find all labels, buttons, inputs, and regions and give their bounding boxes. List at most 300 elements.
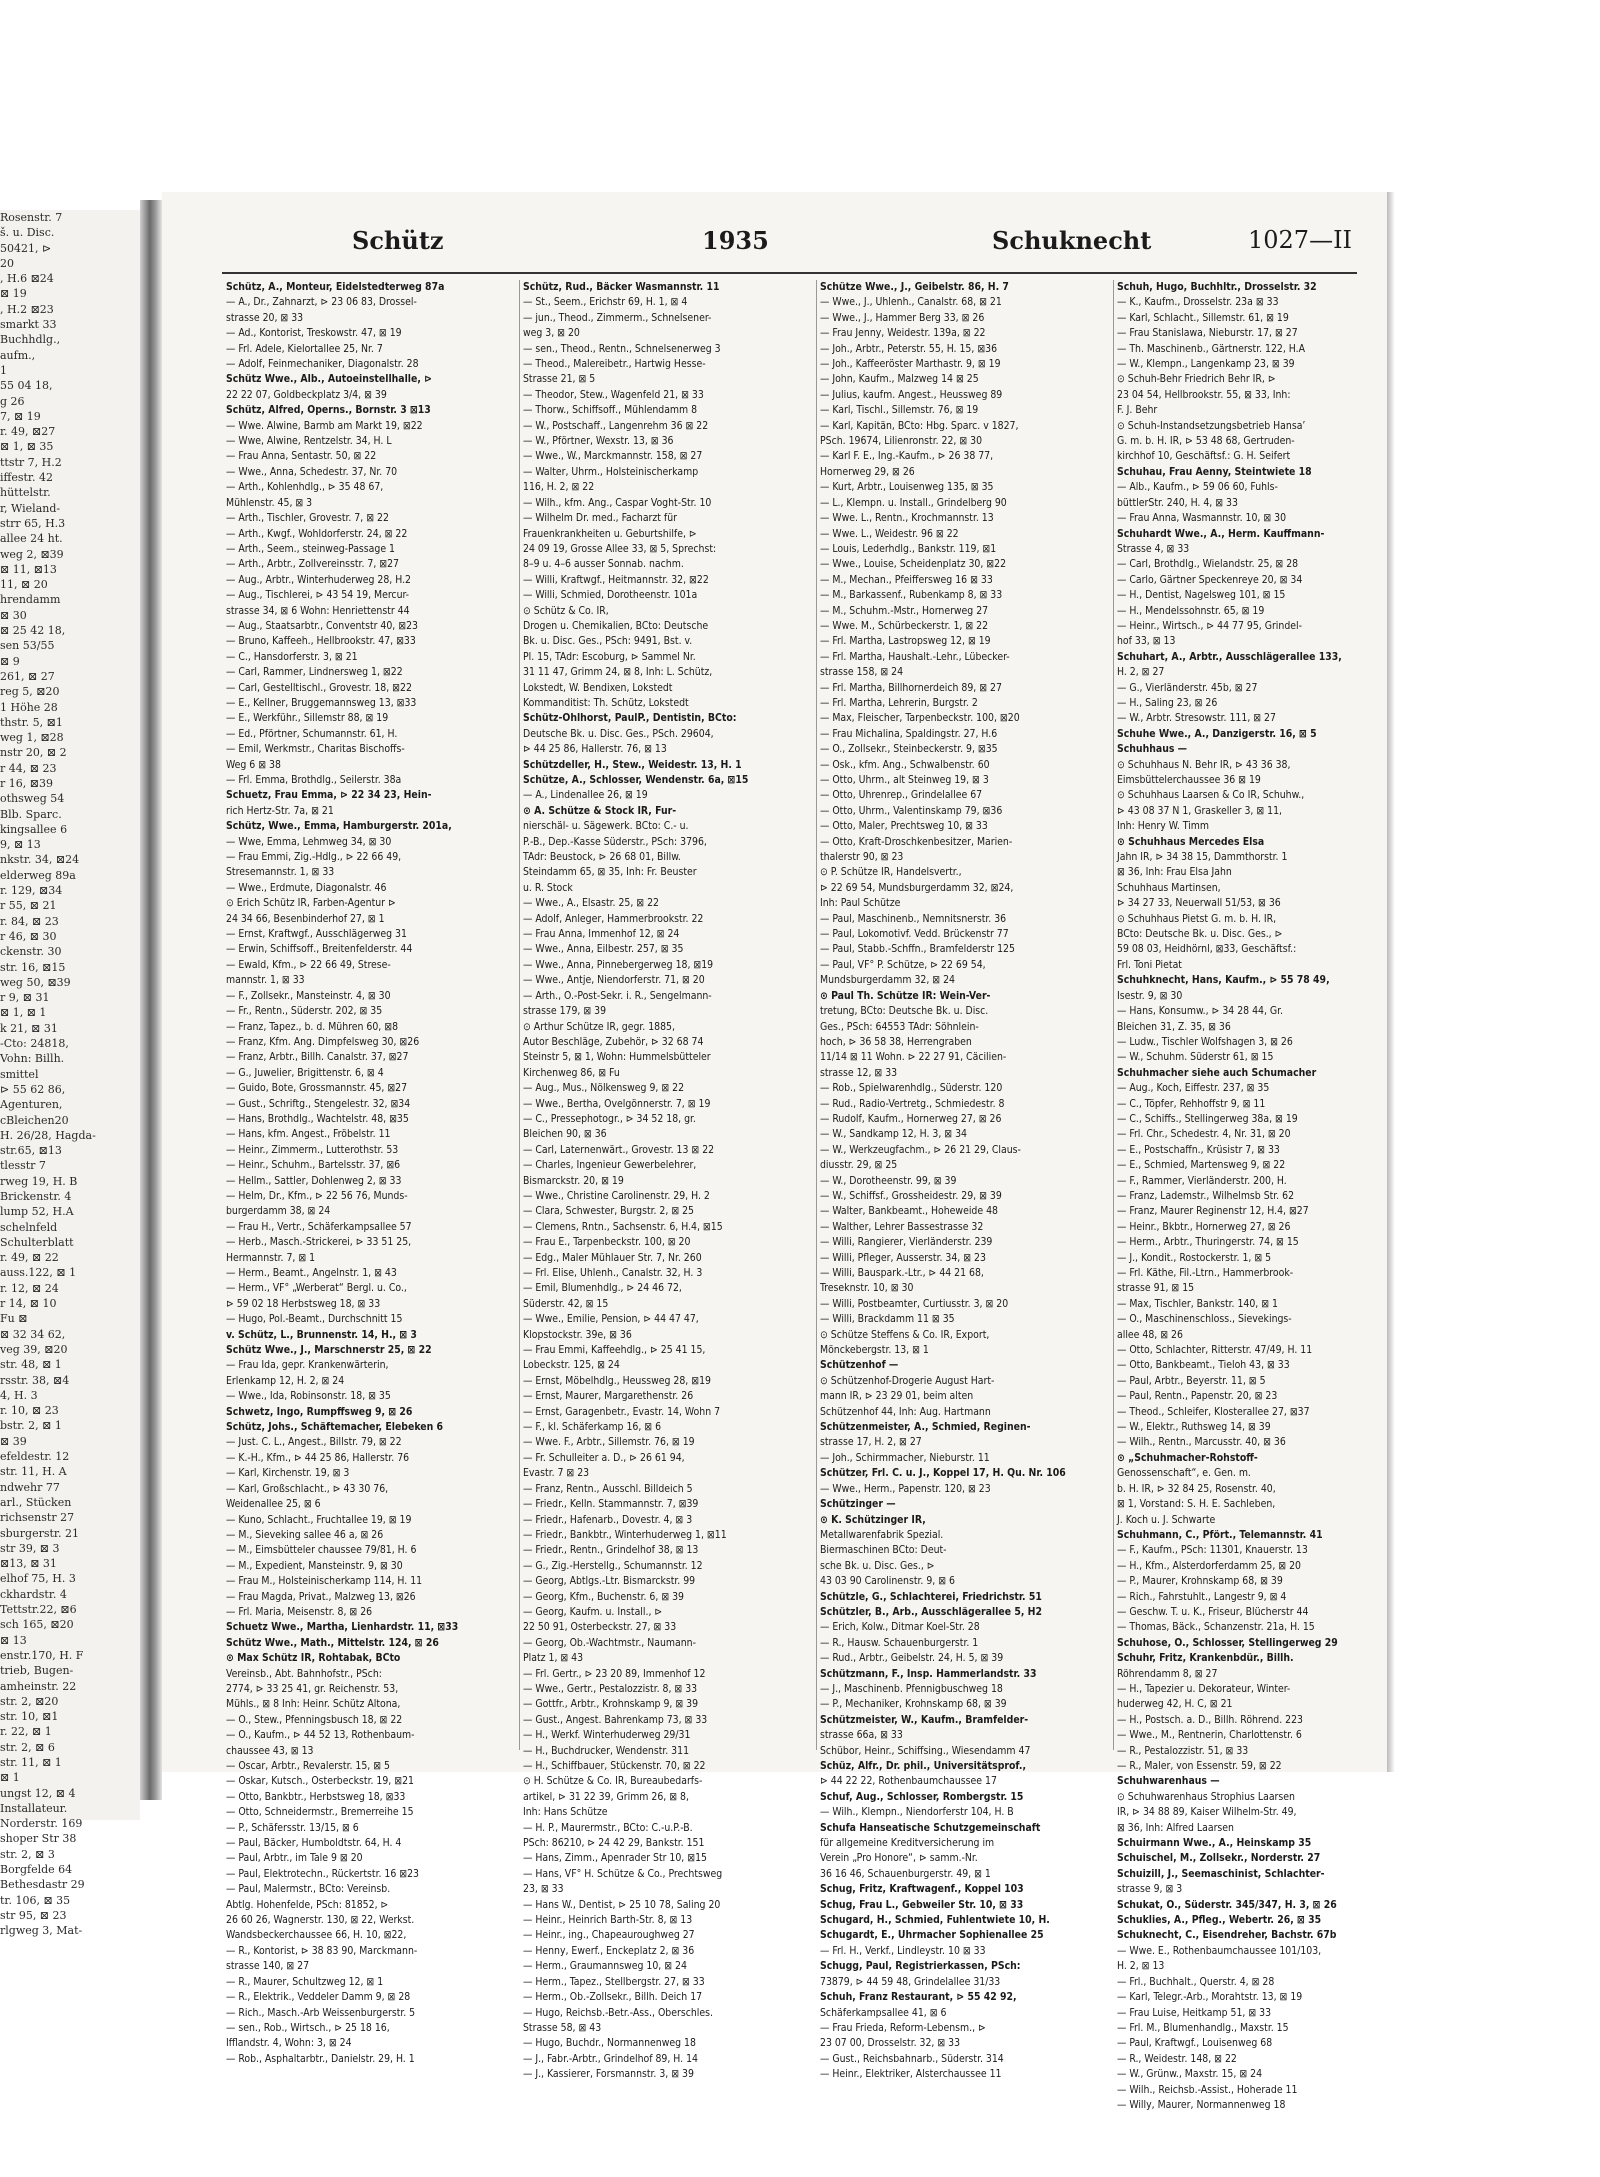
directory-entry-line: — H., Dentist, Nagelsweg 101, ⊠ 15 [1117,589,1286,602]
facing-page-line: Norderstr. 169 [0,1817,83,1831]
directory-entry-line: — Frau E., Tarpenbeckstr. 100, ⊠ 20 [523,1236,691,1249]
directory-entry-line: — Alb., Kaufm., ⊳ 59 06 60, Fuhls- [1117,481,1278,494]
directory-entry-line: — Willi, Kraftwgf., Heitmannstr. 32, ⊠22 [523,573,709,586]
directory-entry-line: Hornerweg 29, ⊠ 26 [820,465,915,478]
directory-entry-line: — K., Kaufm., Drosselstr. 23a ⊠ 33 [1117,296,1279,309]
facing-page-line: r 14, ⊠ 10 [0,1297,57,1311]
directory-entry-line: — Willi, Rangierer, Vierländerstr. 239 [820,1236,993,1249]
facing-page-line: ⊠ 25 42 18, [0,624,66,638]
directory-entry-line: G. m. b. H. IR, ⊳ 53 48 68, Gertruden- [1117,435,1295,448]
directory-entry-line: — Rich., Fahrstuhlt., Langestr 9, ⊠ 4 [1117,1590,1287,1603]
column-divider [519,280,520,1750]
directory-entry-line: Lobeckstr. 125, ⊠ 24 [523,1359,620,1372]
directory-entry-line: — W., Klempn., Langenkamp 23, ⊠ 39 [1117,358,1295,371]
facing-page-line: hrendamm [0,593,61,607]
directory-entry-line: — Heinr., ing., Chapeauroughweg 27 [523,1929,695,1942]
directory-entry-line: 22 22 07, Goldbeckplatz 3/4, ⊠ 39 [226,388,387,401]
column-1 [226,280,518,2065]
directory-entry-line: ⊳ 34 27 33, Neuerwall 51/53, ⊠ 36 [1117,897,1281,910]
directory-entry-line: TAdr: Beustock, ⊳ 26 68 01, Billw. [523,851,681,864]
facing-page-line: sch 165, ⊠20 [0,1618,74,1632]
directory-entry-line: — Wilh., Klempn., Niendorferstr 104, H. B [820,1806,1014,1819]
facing-page-line: Bethesdastr 29 [0,1878,85,1892]
directory-entry-line: Schuhwarenhaus — [1117,1775,1220,1788]
directory-entry-line: Schütz Wwe., Alb., Autoeinstellhalle, ⊳ [226,373,432,386]
directory-entry-line: Schuhardt Wwe., A., Herm. Kauffmann- [1117,527,1325,540]
facing-page-line: ckenstr. 30 [0,945,62,959]
directory-entry-line: H. 2, ⊠ 27 [1117,666,1165,679]
directory-entry-line: ⊳ 59 02 18 Herbstsweg 18, ⊠ 33 [226,1297,381,1310]
directory-entry-line: — Ernst, Kraftwgf., Ausschlägerweg 31 [226,928,407,941]
directory-entry-line: Schuknecht, C., Eisendreher, Bachstr. 67b [1117,1929,1337,1942]
directory-entry-line: Schuirmann Wwe., A., Heinskamp 35 [1117,1837,1312,1850]
directory-entry-line: — Otto, Uhrm., Valentinskamp 79, ⊠36 [820,804,1003,817]
directory-entry-line: — Gust., Reichsbahnarb., Süderstr. 314 [820,2052,1004,2065]
directory-entry-line: — F., Rammer, Vierländerstr. 200, H. [1117,1174,1287,1187]
directory-entry-line: — Frl. Martha, Lehrerin, Burgstr. 2 [820,696,978,709]
directory-entry-line: — Frau Luise, Heitkamp 51, ⊠ 33 [1117,2006,1272,2019]
directory-entry-line: — Joh., Kaffeeröster Marthastr. 9, ⊠ 19 [820,358,1001,371]
directory-entry-line: — Frau Frieda, Reform-Lebensm., ⊳ [820,2021,986,2034]
directory-entry-line: — Gottfr., Arbtr., Krohnskamp 9, ⊠ 39 [523,1698,699,1711]
directory-entry-line: — Heinr., Wirtsch., ⊳ 44 77 95, Grindel- [1117,619,1302,632]
directory-entry-line: Erlenkamp 12, H. 2, ⊠ 24 [226,1374,345,1387]
facing-page-line: 9, ⊠ 13 [0,838,41,852]
directory-entry-line: — M., Barkassenf., Rubenkamp 8, ⊠ 33 [820,589,1003,602]
directory-entry-line: strasse 12, ⊠ 33 [820,1066,898,1079]
directory-entry-line: ⊙ A. Schütze & Stock IR, Fur- [523,804,677,817]
directory-entry-line: — E., Kellner, Bruggemannsweg 13, ⊠33 [226,696,417,709]
directory-entry-line: — L., Klempn. u. Install., Grindelberg 90 [820,496,1007,509]
facing-page-line: tr. 106, ⊠ 35 [0,1893,71,1907]
facing-page-line: efeldestr. 12 [0,1450,70,1464]
facing-page-line: H. 26/28, Hagda- [0,1128,96,1142]
directory-entry-line: — Gust., Angest. Bahrenkamp 73, ⊠ 33 [523,1713,708,1726]
directory-entry-line: — Willi, Pfleger, Ausserstr. 34, ⊠ 23 [820,1251,986,1264]
facing-page-line: ⊠ 39 [0,1434,27,1448]
directory-entry-line: Eimsbüttelerchaussee 36 ⊠ 19 [1117,774,1261,786]
facing-page-line: strr 65, H.3 [0,516,66,530]
directory-entry-line: Mühls., ⊠ 8 Inh: Heinr. Schütz Altona, [226,1698,401,1711]
directory-entry-line: — Frl. Emma, Brothdlg., Seilerstr. 38a [226,774,402,786]
directory-entry-line: Verein „Pro Honore“, ⊳ samm.-Nr. [820,1852,978,1865]
directory-entry-line: Schütze, A., Schlosser, Wendenstr. 6a, ⊠15 [523,774,749,786]
directory-entry-line: — Hans, kfm. Angest., Fröbelstr. 11 [226,1128,391,1141]
directory-entry-line: strasse 140, ⊠ 27 [226,1960,310,1973]
directory-entry-line: Schuf, Aug., Schlosser, Rombergstr. 15 [820,1790,1024,1803]
directory-entry-line: — Heinr., Zimmerm., Lutterothstr. 53 [226,1143,399,1156]
directory-entry-line: — R., Maler, von Essenstr. 59, ⊠ 22 [1117,1760,1282,1772]
directory-entry-line: — C., Töpfer, Rehhoffstr 9, ⊠ 11 [1117,1097,1266,1110]
directory-entry-line: — Rob., Asphaltarbtr., Danielstr. 29, H. 1 [226,2052,415,2065]
directory-entry-line: — W., Elektr., Ruthsweg 14, ⊠ 39 [1117,1421,1271,1434]
directory-entry-line: — F., kl. Schäferkamp 16, ⊠ 6 [523,1421,662,1434]
directory-entry-line: Bk. u. Disc. Ges., PSch: 9491, Bst. v. [523,635,693,648]
directory-entry-line: 36 16 46, Schauenburgerstr. 49, ⊠ 1 [820,1867,991,1880]
directory-entry-line: — A., Lindenallee 26, ⊠ 19 [523,789,648,802]
directory-entry-line: — Karl, Kapitän, BCto: Hbg. Sparc. v 1827, [820,419,1019,432]
directory-entry-line: — Frau Ida, gepr. Krankenwärterin, [226,1359,389,1372]
facing-page-line: nstr 20, ⊠ 2 [0,746,67,760]
directory-entry-line: — P., Maurer, Krohnskamp 68, ⊠ 39 [1117,1575,1283,1588]
directory-entry-line: — P., Mechaniker, Krohnskamp 68, ⊠ 39 [820,1698,1007,1711]
directory-entry-line: huderweg 42, H. C, ⊠ 21 [1117,1698,1233,1711]
directory-entry-line: ⊠ 36, Inh: Frau Elsa Jahn [1117,866,1232,879]
directory-entry-line: Schuizill, J., Seemaschinist, Schlachter- [1117,1867,1325,1880]
directory-entry-line: Wandsbeckerchaussee 66, H. 10, ⊠22, [226,1929,407,1942]
directory-entry-line: — Arth., Kohlenhdlg., ⊳ 35 48 67, [226,481,384,494]
directory-entry-line: — O., Zollsekr., Steinbeckerstr. 9, ⊠35 [820,743,998,756]
directory-entry-line: — Wwe., Anna, Pinnebergerweg 18, ⊠19 [523,958,714,971]
directory-entry-line: Ges., PSch: 64553 TAdr: Söhnlein- [820,1020,979,1033]
directory-entry-line: Inh: Paul Schütze [820,897,901,910]
facing-page-line: str 95, ⊠ 23 [0,1908,67,1922]
facing-page-line: ⊠13, ⊠ 31 [0,1557,57,1571]
directory-entry-line: — Wwe., Anna, Eilbestr. 257, ⊠ 35 [523,943,684,956]
facing-page-line: ⊠ 1, ⊠ 1 [0,1006,47,1020]
facing-page-line: str. 2, ⊠ 6 [0,1740,55,1754]
directory-entry-line: — Hugo, Buchdr., Normannenweg 18 [523,2037,696,2050]
directory-entry-line: — Franz, Maurer Reginenstr 12, H.4, ⊠27 [1117,1205,1309,1218]
directory-entry-line: ⊙ K. Schützinger IR, [820,1513,926,1526]
directory-entry-line: Platz 1, ⊠ 43 [523,1652,584,1665]
directory-entry-line: — Karl, Telegr.-Arb., Morahtstr. 13, ⊠ 19 [1117,1991,1303,2004]
directory-entry-line: — Georg, Kfm., Buchenstr. 6, ⊠ 39 [523,1590,685,1603]
directory-entry-line: — Ewald, Kfm., ⊳ 22 66 49, Strese- [226,958,391,971]
directory-entry-line: — Friedr., Rentn., Grindelhof 38, ⊠ 13 [523,1544,699,1557]
facing-page-line: str. 2, ⊠20 [0,1694,59,1708]
directory-entry-line: — Louis, Lederhdlg., Bankstr. 119, ⊠1 [820,542,997,555]
facing-page-line: r. 49, ⊠27 [0,425,56,439]
directory-entry-line: ⊳ 44 25 86, Hallerstr. 76, ⊠ 13 [523,743,667,756]
directory-entry-line: Schützmann, F., Insp. Hammerlandstr. 33 [820,1667,1037,1680]
directory-entry-line: 26 60 26, Wagnerstr. 130, ⊠ 22, Werkst. [226,1914,415,1927]
directory-entry-line: — Ed., Pförtner, Schumannstr. 61, H. [226,727,398,740]
directory-entry-line: — Wwe., Christine Carolinenstr. 29, H. 2 [523,1189,710,1202]
directory-entry-line: — Edg., Maler Mühlauer Str. 7, Nr. 260 [523,1251,702,1264]
directory-entry-line: Schütz, Wwe., Emma, Hamburgerstr. 201a, [226,820,452,833]
directory-entry-line: — Frl. Käthe, Fil.-Ltrn., Hammerbrook- [1117,1267,1294,1279]
directory-entry-line: Schuhau, Frau Aenny, Steintwiete 18 [1117,465,1312,478]
directory-entry-line: F. J. Behr [1117,404,1158,417]
directory-entry-line: — P., Schäfersstr. 13/15, ⊠ 6 [226,1821,359,1834]
facing-page-line: veg 39, ⊠20 [0,1342,68,1356]
facing-page-line: r 16, ⊠39 [0,776,53,790]
directory-entry-line: — Paul, Rentn., Papenstr. 20, ⊠ 23 [1117,1390,1278,1403]
directory-entry-line: — Frl. M., Blumenhandlg., Maxstr. 15 [1117,2021,1289,2034]
directory-entry-line: — R., Hausw. Schauenburgerstr. 1 [820,1636,979,1649]
directory-entry-line: — M., Sieveking sallee 46 a, ⊠ 26 [226,1528,384,1541]
directory-entry-line: — Hans W., Dentist, ⊳ 25 10 78, Saling 20 [523,1898,721,1911]
directory-entry-line: — W., Arbtr. Stresowstr. 111, ⊠ 27 [1117,712,1276,725]
page-header [162,226,1387,266]
directory-entry-line: — Wwe., W., Marckmannstr. 158, ⊠ 27 [523,450,703,463]
directory-entry-line: — Wwe, Emma, Lehmweg 34, ⊠ 30 [226,835,392,848]
directory-entry-line: Schütz, Johs., Schäftemacher, Elebeken 6 [226,1421,444,1434]
directory-entry-line: Schütz Wwe., Math., Mittelstr. 124, ⊠ 26 [226,1636,439,1649]
facing-page-line: r 46, ⊠ 30 [0,929,57,943]
directory-entry-line: Bleichen 90, ⊠ 36 [523,1128,607,1141]
directory-entry-line: Schuklies, A., Pfleg., Webertr. 26, ⊠ 35 [1117,1914,1322,1927]
directory-entry-line: — Joh., Arbtr., Peterstr. 55, H. 15, ⊠36 [820,342,998,355]
directory-entry-line: — Wwe., Anna, Schedestr. 37, Nr. 70 [226,465,398,478]
directory-entry-line: — Rob., Spielwarenhdlg., Süderstr. 120 [820,1082,1003,1095]
directory-entry-line: Weidenallee 25, ⊠ 6 [226,1498,321,1511]
facing-page-line: str. 11, H. A [0,1465,67,1479]
directory-entry-line: — Willi, Bauspark.-Ltr., ⊳ 44 21 68, [820,1267,984,1279]
directory-entry-line: — Wwe., Gertr., Pestalozzistr. 8, ⊠ 33 [523,1682,698,1695]
directory-entry-line: — Ludw., Tischler Wolfshagen 3, ⊠ 26 [1117,1035,1293,1048]
facing-page-line: hüttelstr. [0,486,51,500]
directory-entry-line: Schugardt, E., Uhrmacher Sophienallee 25 [820,1929,1044,1942]
directory-entry-line: — Frau Anna, Immenhof 12, ⊠ 24 [523,928,680,941]
directory-entry-line: — Carl, Brothdlg., Wielandstr. 25, ⊠ 28 [1117,558,1299,571]
directory-entry-line: Strasse 21, ⊠ 5 [523,373,596,386]
directory-entry-line: Schuetz, Frau Emma, ⊳ 22 34 23, Hein- [226,789,432,802]
directory-entry-line: — Frau Anna, Sentastr. 50, ⊠ 22 [226,450,377,463]
facing-page-left-edge [0,210,140,1938]
directory-entry-line: — Walter, Uhrm., Holsteinischerkamp [523,465,699,478]
directory-entry-line: — E., Werkführ., Sillemstr 88, ⊠ 19 [226,712,389,725]
directory-entry-line: ⊳ 44 22 22, Rothenbaumchaussee 17 [820,1775,997,1788]
directory-entry-line: — Thomas, Bäck., Schanzenstr. 21a, H. 15 [1117,1621,1315,1634]
facing-page-line: ⊠ 1 [0,1771,20,1785]
facing-page-line: str. 16, ⊠15 [0,960,66,974]
directory-entry-line: sche Bk. u. Disc. Ges., ⊳ [820,1559,935,1572]
directory-entry-line: büttlerStr. 240, H. 4, ⊠ 33 [1117,496,1238,509]
directory-entry-line: — Paul, Lokomotivf. Vedd. Brückenstr 77 [820,928,1009,941]
directory-entry-line: 73879, ⊳ 44 59 48, Grindelallee 31/33 [820,1975,1001,1988]
directory-entry-line: strasse 91, ⊠ 15 [1117,1282,1195,1295]
directory-entry-line: — Hellm., Sattler, Dohlenweg 2, ⊠ 33 [226,1174,402,1187]
directory-entry-line: — Walter, Bankbeamt., Hoheweide 48 [820,1205,998,1218]
directory-entry-line: — Frl. Chr., Schedestr. 4, Nr. 31, ⊠ 20 [1117,1128,1291,1141]
directory-entry-line: 8–9 u. 4–6 ausser Sonnab. nachm. [523,558,684,571]
directory-entry-line: — Frau M., Holsteinischerkamp 114, H. 11 [226,1575,423,1588]
directory-entry-line: ⊙ P. Schütze IR, Handelsvertr., [820,866,962,879]
facing-page-line: r. 129, ⊠34 [0,884,63,898]
facing-page-line: aufm., [0,348,36,362]
facing-page-line: Fu ⊠ [0,1312,28,1326]
directory-entry-line: Genossenschaft“, e. Gen. m. [1117,1467,1251,1480]
directory-entry-line: Lokstedt, W. Bendixen, Lokstedt [523,681,673,694]
directory-entry-line: — Wwe., Emilie, Pension, ⊳ 44 47 47, [523,1313,699,1326]
directory-entry-line: ⊙ Paul Th. Schütze IR: Wein-Ver- [820,989,991,1002]
directory-entry-line: 23 07 00, Drosselstr. 32, ⊠ 33 [820,2037,961,2050]
directory-entry-line: — Arth., O.-Post-Sekr. i. R., Sengelmann- [523,989,712,1002]
directory-entry-line: thalerstr 90, ⊠ 23 [820,851,904,864]
directory-entry-line: — Frl. Elise, Uhlenh., Canalstr. 32, H. 3 [523,1267,703,1279]
directory-entry-line: — Willi, Schmied, Dorotheenstr. 101a [523,589,698,602]
directory-entry-line: — Ernst, Möbelhdlg., Heussweg 28, ⊠19 [523,1374,711,1387]
directory-entry-line: — R., Pestalozzistr. 51, ⊠ 33 [1117,1744,1249,1757]
directory-entry-line: — Otto, Maler, Prechtsweg 10, ⊠ 33 [820,820,988,833]
directory-entry-line: — Julius, kaufm. Angest., Heussweg 89 [820,388,1003,401]
directory-entry-line: Schuhmacher siehe auch Schumacher [1117,1066,1317,1079]
book-spine [140,200,162,1800]
directory-entry-line: 43 03 90 Carolinenstr. 9, ⊠ 6 [820,1575,955,1588]
directory-entry-line: Kirchenweg 86, ⊠ Fu [523,1066,620,1079]
directory-entry-line: Drogen u. Chemikalien, BCto: Deutsche [523,619,709,632]
facing-page-line: schelnfeld [0,1220,58,1234]
directory-entry-line: — Frau Emmi, Kaffeehdlg., ⊳ 25 41 15, [523,1344,706,1357]
directory-entry-line: — Wwe. F., Arbtr., Sillemstr. 76, ⊠ 19 [523,1436,695,1449]
directory-entry-line: Schuhose, O., Schlosser, Stellingerweg 29 [1117,1636,1338,1649]
directory-entry-line: Evastr. 7 ⊠ 23 [523,1467,590,1480]
facing-page-line: sen 53/55 [0,639,55,653]
facing-page-line: lump 52, H.A [0,1205,74,1219]
directory-entry-line: Schützenmeister, A., Schmied, Reginen- [820,1421,1031,1434]
directory-entry-line: — Paul, Elektrotechn., Rückertstr. 16 ⊠23 [226,1867,419,1880]
facing-page-line: r. 22, ⊠ 1 [0,1725,52,1739]
facing-page-line: r. 49, ⊠ 22 [0,1251,59,1265]
directory-entry-line: — H., Saling 23, ⊠ 26 [1117,696,1218,709]
directory-entry-line: ⊳ 22 69 54, Mundsburgerdamm 32, ⊠24, [820,881,1014,894]
directory-entry-line: Schuhart, A., Arbtr., Ausschlägerallee 133, [1117,650,1342,663]
directory-entry-line: strasse 17, H. 2, ⊠ 27 [820,1436,922,1449]
directory-entry-line: — Frau Jenny, Weidestr. 139a, ⊠ 22 [820,327,986,340]
directory-entry-line: mann IR, ⊳ 23 29 01, beim alten [820,1390,974,1403]
directory-entry-line: — Carl, Laternenwärt., Grovestr. 13 ⊠ 22 [523,1143,715,1156]
facing-page-line: ttstr 7, H.2 [0,455,62,469]
facing-page-line: r 9, ⊠ 31 [0,991,50,1005]
facing-page-line: 20 [0,256,14,270]
directory-entry-line: Schütz Wwe., J., Marschnerstr 25, ⊠ 22 [226,1344,432,1357]
directory-entry-line: — Frl. Adele, Kielortallee 25, Nr. 7 [226,342,383,355]
directory-entry-line: — Arth., Kwgf., Wohldorferstr. 24, ⊠ 22 [226,527,408,540]
directory-entry-line: — Frl. H., Verkf., Lindleystr. 10 ⊠ 33 [820,1944,986,1957]
page-edge-shadow [1387,192,1395,1772]
directory-entry-line: — R., Elektrik., Veddeler Damm 9, ⊠ 28 [226,1991,411,2004]
facing-page-line: 1 [0,363,7,377]
column-3 [820,280,1112,2081]
directory-entry-line: — Frl. Martha, Lastropsweg 12, ⊠ 19 [820,635,991,648]
directory-entry-line: — Otto, Schneidermstr., Bremerreihe 15 [226,1806,414,1819]
facing-page-line: shoper Str 38 [0,1832,77,1846]
directory-entry-line: Frl. Toni Pietat [1117,958,1182,971]
directory-entry-line: — F., Kaufm., PSch: 11301, Knauerstr. 13 [1117,1544,1308,1557]
directory-entry-line: Kommanditist: Th. Schütz, Lokstedt [523,696,689,709]
directory-entry-line: 23, ⊠ 33 [523,1883,564,1896]
facing-page-line: Schulterblatt [0,1235,74,1249]
directory-entry-line: Biermaschinen BCto: Deut- [820,1544,947,1557]
directory-entry-line: Schwetz, Ingo, Rumpffsweg 9, ⊠ 26 [226,1405,413,1418]
facing-page-line: r 44, ⊠ 23 [0,761,57,775]
facing-page-line: r. 84, ⊠ 23 [0,914,59,928]
facing-page-line: enstr.170, H. F [0,1648,84,1662]
directory-entry-line: — Max, Tischler, Bankstr. 140, ⊠ 1 [1117,1297,1278,1310]
directory-entry-line: — Friedr., Bankbtr., Winterhuderweg 1, ⊠11 [523,1528,727,1541]
facing-page-line: trieb, Bugen- [0,1664,74,1678]
directory-entry-line: — Karl, Schlacht., Sillemstr. 61, ⊠ 19 [1117,311,1289,324]
column-2 [523,280,815,2081]
directory-entry-line: Abtlg. Hohenfelde, PSch: 81852, ⊳ [226,1898,389,1911]
facing-page-line: r 55, ⊠ 21 [0,899,57,913]
facing-page-line: auss.122, ⊠ 1 [0,1266,77,1280]
directory-entry-line: — Kuno, Schlacht., Fruchtallee 19, ⊠ 19 [226,1513,412,1526]
directory-entry-line: hoch, ⊳ 36 58 38, Herrengraben [820,1035,972,1048]
directory-entry-line: Schützdeller, H., Stew., Weidestr. 13, H. 1 [523,758,742,771]
directory-entry-line: Schugard, H., Schmied, Fuhlentwiete 10, H. [820,1914,1050,1927]
directory-entry-line: — Geschw. T. u. K., Friseur, Blücherstr 44 [1117,1605,1309,1618]
facing-page-line: iffestr. 42 [0,471,53,485]
directory-entry-line: 2774, ⊳ 33 25 41, gr. Reichenstr. 53, [226,1682,399,1695]
directory-entry-line: — Herm., VF° „Werberat“ Bergl. u. Co., [226,1282,407,1295]
directory-entry-line: burgerdamm 38, ⊠ 24 [226,1205,331,1218]
directory-entry-line: 31 11 47, Grimm 24, ⊠ 8, Inh: L. Schütz, [523,666,713,679]
facing-page-line: r. 10, ⊠ 23 [0,1404,59,1418]
directory-entry-line: Jahn IR, ⊳ 34 38 15, Dammthorstr. 1 [1117,851,1288,864]
facing-page-line: smittel [0,1067,39,1081]
column-divider [816,280,817,1750]
directory-entry-line: — Otto, Bankbeamt., Tieloh 43, ⊠ 33 [1117,1359,1290,1372]
directory-entry-line: — Georg, Ob.-Wachtmstr., Naumann- [523,1636,696,1649]
directory-entry-line: — G., Juwelier, Brigittenstr. 6, ⊠ 4 [226,1066,384,1079]
directory-entry-line: — Rudolf, Kaufm., Hornerweg 27, ⊠ 26 [820,1112,1002,1125]
directory-entry-line: — R., Weidestr. 148, ⊠ 22 [1117,2052,1237,2065]
directory-entry-line: — H. P., Maurermstr., BCto: C.-u.P.-B. [523,1821,693,1834]
directory-entry-line: — Franz, Tapez., b. d. Mühren 60, ⊠8 [226,1020,399,1033]
directory-entry-line: Schützle, G., Schlachterei, Friedrichstr. 51 [820,1590,1042,1603]
directory-entry-line: — Wwe. E., Rothenbaumchaussee 101/103, [1117,1944,1322,1957]
directory-entry-line: ⊙ Arthur Schütze IR, gegr. 1885, [523,1020,675,1033]
facing-page-line: -Cto: 24818, [0,1037,69,1051]
directory-entry-line: Schützinger — [820,1498,896,1511]
facing-page-line: arl., Stücken [0,1495,72,1509]
directory-entry-line: — jun., Theod., Zimmerm., Schnelsener- [523,311,712,324]
facing-page-line: k 21, ⊠ 31 [0,1021,58,1035]
facing-page-line: amheinstr. 22 [0,1679,77,1693]
directory-entry-line: — Frau Magda, Privat., Malzweg 13, ⊠26 [226,1590,416,1603]
facing-page-line: Rosenstr. 7 [0,211,63,224]
directory-entry-line: Schuhhaus Martinsen, [1117,881,1221,894]
directory-entry-line: ⊙ Schuhhaus Mercedes Elsa [1117,835,1265,848]
facing-page-line: Brickenstr. 4 [0,1190,72,1203]
directory-entry-line: — H., Postsch. a. D., Billh. Röhrend. 223 [1117,1713,1303,1726]
directory-entry-line: Schützenhof 44, Inh: Aug. Hartmann [820,1405,991,1418]
directory-entry-line: Schübor, Heinr., Schiffsing., Wiesendamm 47 [820,1744,1031,1757]
directory-entry-line: IR, ⊳ 34 88 89, Kaiser Wilhelm-Str. 49, [1117,1806,1297,1819]
directory-entry-line: — H., Werkf. Winterhuderweg 29/31 [523,1729,691,1742]
directory-entry-line: Deutsche Bk. u. Disc. Ges., PSch. 29604, [523,727,714,740]
directory-entry-line: — M., Eimsbütteler chaussee 79/81, H. 6 [226,1544,417,1557]
directory-entry-line: 24 34 66, Besenbinderhof 27, ⊠ 1 [226,912,385,925]
directory-entry-line: Schugg, Paul, Registrierkassen, PSch: [820,1960,1021,1973]
facing-page-line: elderweg 89a [0,868,76,882]
directory-entry-line: chaussee 43, ⊠ 13 [226,1744,314,1757]
directory-entry-line: — W., Schiffsf., Grossheidestr. 29, ⊠ 39 [820,1189,1002,1202]
directory-entry-line: 116, H. 2, ⊠ 22 [523,481,595,494]
directory-entry-line: — Paul, Maschinenb., Nemnitsnerstr. 36 [820,912,1007,925]
directory-entry-line: ⊠ 1, Vorstand: S. H. E. Sachleben, [1117,1498,1276,1511]
directory-entry-line: ⊙ Schuhhaus Laarsen & Co IR, Schuhw., [1117,789,1305,802]
directory-page [162,192,1387,2111]
directory-entry-line: — Willi, Brackdamm 11 ⊠ 35 [820,1313,955,1326]
directory-entry-line: Schuhknecht, Hans, Kaufm., ⊳ 55 78 49, [1117,974,1330,987]
directory-entry-line: — Aug., Tischlerei, ⊳ 43 54 19, Mercur- [226,589,410,602]
facing-page-line: str. 11, ⊠ 1 [0,1755,62,1769]
facing-page-line: 50421, ⊳ [0,241,52,255]
directory-entry-line: — Bruno, Kaffeeh., Hellbrookstr. 47, ⊠33 [226,635,416,648]
directory-entry-line: — Wwe., A., Elsastr. 25, ⊠ 22 [523,897,659,910]
directory-entry-line: — Fr. Schulleiter a. D., ⊳ 26 61 94, [523,1451,685,1464]
directory-entry-line: Schuh, Franz Restaurant, ⊳ 55 42 92, [820,1991,1017,2004]
facing-page-line: 7, ⊠ 19 [0,409,41,423]
directory-entry-line: — Helm, Dr., Kfm., ⊳ 22 56 76, Munds- [226,1189,408,1202]
directory-entry-line: — O., Maschinenschloss., Sievekings- [1117,1313,1292,1326]
directory-entry-line: — Rud., Radio-Vertretg., Schmiedestr. 8 [820,1097,1005,1110]
directory-entry-line: Inh: Hans Schütze [523,1806,608,1819]
